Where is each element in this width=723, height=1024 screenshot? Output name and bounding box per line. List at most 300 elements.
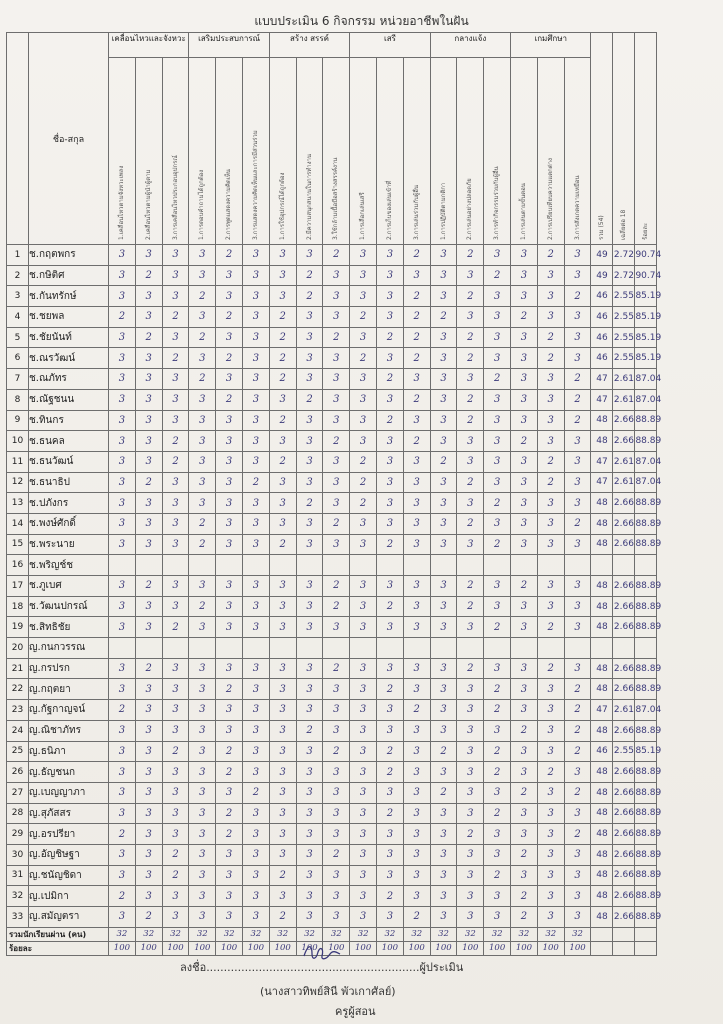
score-cell: 2 [189, 534, 216, 555]
score-cell: 2 [484, 762, 511, 783]
score-cell: 3 [216, 451, 243, 472]
score-cell: 2 [189, 327, 216, 348]
total-cell: 47 [591, 451, 613, 472]
score-cell: 2 [323, 327, 350, 348]
score-cell: 3 [269, 472, 296, 493]
score-cell: 3 [403, 782, 430, 803]
score-cell: 3 [537, 513, 564, 534]
score-cell: 3 [430, 617, 457, 638]
pass-count-cell: 32 [189, 927, 216, 941]
score-cell: 3 [457, 451, 484, 472]
average-cell: 2.66 [613, 865, 635, 886]
score-cell: 2 [216, 824, 243, 845]
empty-cell [635, 927, 657, 941]
score-cell: 3 [377, 907, 404, 928]
score-cell: 3 [216, 493, 243, 514]
score-cell: 3 [109, 658, 136, 679]
score-cell [377, 638, 404, 659]
score-cell: 3 [403, 679, 430, 700]
total-cell: 48 [591, 865, 613, 886]
table-row [7, 886, 657, 907]
score-cell: 3 [564, 245, 591, 266]
total-header [591, 33, 613, 245]
score-cell: 3 [269, 762, 296, 783]
pass-count-cell: 32 [403, 927, 430, 941]
activity-group-header: เกมศึกษา [511, 33, 591, 58]
percent-cell: 87.04 [635, 389, 657, 410]
score-cell: 3 [269, 679, 296, 700]
score-cell: 3 [189, 700, 216, 721]
empty-cell [591, 927, 613, 941]
row-number: 33 [7, 907, 29, 928]
row-number: 27 [7, 782, 29, 803]
pass-count-cell: 32 [430, 927, 457, 941]
score-cell: 3 [162, 907, 189, 928]
score-cell: 3 [537, 700, 564, 721]
table-row [7, 431, 657, 452]
total-cell: 48 [591, 493, 613, 514]
score-cell: 3 [350, 658, 377, 679]
signer-role: ครูผู้สอน [335, 1005, 376, 1018]
score-cell: 3 [216, 658, 243, 679]
score-cell: 3 [511, 513, 538, 534]
score-cell: 3 [296, 700, 323, 721]
percent-cell: 85.19 [635, 286, 657, 307]
score-cell: 2 [189, 513, 216, 534]
score-cell: 3 [135, 596, 162, 617]
row-number: 14 [7, 513, 29, 534]
score-cell: 3 [243, 679, 270, 700]
score-cell: 2 [511, 844, 538, 865]
score-cell [564, 638, 591, 659]
score-cell: 3 [189, 907, 216, 928]
score-cell: 3 [216, 472, 243, 493]
score-cell: 3 [109, 286, 136, 307]
average-cell: 2.66 [613, 824, 635, 845]
score-cell: 2 [323, 658, 350, 679]
table-row [7, 824, 657, 845]
score-cell: 2 [537, 658, 564, 679]
score-cell: 3 [350, 679, 377, 700]
score-cell: 2 [511, 782, 538, 803]
percent-value-cell: 100 [269, 941, 296, 955]
score-cell: 2 [403, 307, 430, 328]
average-header-label: เฉลี่ยต่อ 18 [619, 209, 627, 240]
score-cell: 3 [457, 493, 484, 514]
pass-count-cell: 32 [296, 927, 323, 941]
percent-value-cell: 100 [430, 941, 457, 955]
average-cell: 2.61 [613, 369, 635, 390]
score-cell [350, 555, 377, 576]
score-cell: 3 [189, 348, 216, 369]
score-cell: 3 [243, 700, 270, 721]
score-cell: 2 [564, 679, 591, 700]
score-cell: 3 [484, 658, 511, 679]
score-cell: 2 [403, 700, 430, 721]
criterion-label: 2.มีความสนุกสนานในการทำงาน [305, 154, 313, 240]
score-cell: 3 [511, 700, 538, 721]
header-group-row [7, 33, 657, 58]
score-cell: 3 [189, 410, 216, 431]
total-cell: 48 [591, 431, 613, 452]
row-number: 8 [7, 389, 29, 410]
student-name: ช.ณภัทร [29, 369, 109, 390]
row-number: 18 [7, 596, 29, 617]
score-cell: 2 [350, 493, 377, 514]
score-cell: 3 [350, 720, 377, 741]
score-cell: 2 [403, 348, 430, 369]
score-cell: 2 [323, 513, 350, 534]
student-name: ช.ภูเบศ [29, 576, 109, 597]
score-cell: 2 [377, 762, 404, 783]
score-cell: 3 [350, 576, 377, 597]
table-row [7, 576, 657, 597]
score-cell: 3 [109, 907, 136, 928]
score-cell: 3 [216, 431, 243, 452]
average-cell: 2.72 [613, 245, 635, 266]
score-cell: 3 [564, 658, 591, 679]
score-cell: 3 [216, 700, 243, 721]
row-number: 10 [7, 431, 29, 452]
score-cell: 3 [511, 245, 538, 266]
percent-cell [635, 555, 657, 576]
score-cell: 3 [189, 720, 216, 741]
score-cell: 3 [135, 741, 162, 762]
score-cell: 2 [162, 844, 189, 865]
score-cell: 3 [296, 907, 323, 928]
total-cell: 46 [591, 348, 613, 369]
score-cell: 2 [216, 803, 243, 824]
student-name: ญ.สมัญตรา [29, 907, 109, 928]
score-cell: 3 [457, 679, 484, 700]
average-cell [613, 555, 635, 576]
score-cell: 3 [109, 596, 136, 617]
student-name: ช.พริญช์ช [29, 555, 109, 576]
percent-cell: 88.89 [635, 658, 657, 679]
percent-value-cell: 100 [109, 941, 136, 955]
score-cell: 2 [377, 596, 404, 617]
score-cell: 3 [243, 493, 270, 514]
score-cell: 3 [350, 865, 377, 886]
score-cell: 3 [323, 286, 350, 307]
percent-value-cell: 100 [484, 941, 511, 955]
score-cell: 2 [564, 513, 591, 534]
score-cell: 3 [430, 431, 457, 452]
score-cell: 3 [350, 700, 377, 721]
student-name: ช.ปภังกร [29, 493, 109, 514]
percent-cell: 88.89 [635, 596, 657, 617]
score-cell: 3 [323, 679, 350, 700]
score-cell: 3 [162, 245, 189, 266]
score-cell: 3 [162, 782, 189, 803]
score-cell [296, 638, 323, 659]
score-cell: 3 [457, 265, 484, 286]
score-cell: 2 [484, 700, 511, 721]
score-cell [189, 555, 216, 576]
activity-group-header: เคลื่อนไหวและจังหวะ [109, 33, 189, 58]
score-cell: 2 [269, 451, 296, 472]
student-name: ญ.กรปรก [29, 658, 109, 679]
score-cell: 2 [403, 327, 430, 348]
score-cell: 3 [189, 782, 216, 803]
table-row [7, 472, 657, 493]
score-cell: 3 [511, 265, 538, 286]
row-number: 1 [7, 245, 29, 266]
student-name: ช.ชยพล [29, 307, 109, 328]
score-cell: 3 [537, 720, 564, 741]
score-cell: 3 [109, 369, 136, 390]
score-cell: 2 [135, 265, 162, 286]
percent-cell: 88.89 [635, 513, 657, 534]
student-name: ญ.สุภัสสร [29, 803, 109, 824]
total-cell: 48 [591, 679, 613, 700]
percent-cell: 88.89 [635, 803, 657, 824]
percent-cell: 85.19 [635, 741, 657, 762]
criterion-header [377, 58, 404, 245]
score-cell: 3 [323, 389, 350, 410]
average-cell: 2.66 [613, 513, 635, 534]
row-number: 13 [7, 493, 29, 514]
score-cell: 3 [457, 844, 484, 865]
total-cell: 48 [591, 824, 613, 845]
percent-cell: 88.89 [635, 576, 657, 597]
score-cell: 3 [377, 617, 404, 638]
score-cell: 3 [135, 410, 162, 431]
criterion-label: 1.เคลื่อนไหวตามจังหวะเพลง [117, 165, 125, 240]
score-cell [135, 555, 162, 576]
score-cell: 2 [377, 327, 404, 348]
score-cell: 3 [323, 720, 350, 741]
percent-cell: 88.89 [635, 886, 657, 907]
score-cell: 3 [135, 782, 162, 803]
student-name: ช.ทินกร [29, 410, 109, 431]
score-cell: 3 [269, 596, 296, 617]
table-row [7, 555, 657, 576]
score-cell: 3 [350, 762, 377, 783]
score-cell: 2 [484, 617, 511, 638]
score-cell: 3 [323, 265, 350, 286]
score-cell: 2 [109, 886, 136, 907]
score-cell: 3 [109, 534, 136, 555]
score-cell: 2 [135, 907, 162, 928]
score-cell: 3 [162, 762, 189, 783]
score-cell: 3 [243, 865, 270, 886]
score-cell: 3 [189, 844, 216, 865]
score-cell: 3 [537, 286, 564, 307]
percent-value-cell: 100 [162, 941, 189, 955]
score-cell: 3 [296, 327, 323, 348]
student-name: ช.ณรวัฒน์ [29, 348, 109, 369]
score-cell: 3 [243, 348, 270, 369]
score-cell: 3 [350, 513, 377, 534]
score-cell: 3 [430, 824, 457, 845]
score-cell: 2 [484, 741, 511, 762]
score-cell: 3 [189, 389, 216, 410]
score-cell: 3 [350, 617, 377, 638]
score-cell: 3 [109, 617, 136, 638]
score-cell: 3 [296, 472, 323, 493]
score-cell [109, 555, 136, 576]
average-cell: 2.66 [613, 431, 635, 452]
score-cell: 3 [430, 348, 457, 369]
criterion-label: 2.การเปรียบเทียบความแตกต่าง [546, 158, 554, 240]
score-cell: 2 [403, 431, 430, 452]
student-name: ช.พงษ์ศักดิ์ [29, 513, 109, 534]
score-cell: 3 [484, 596, 511, 617]
score-cell: 2 [564, 389, 591, 410]
score-cell: 3 [296, 369, 323, 390]
score-cell: 3 [216, 286, 243, 307]
percent-value-cell: 100 [189, 941, 216, 955]
table-row [7, 803, 657, 824]
score-cell: 2 [537, 762, 564, 783]
score-cell: 2 [564, 741, 591, 762]
score-cell: 3 [296, 307, 323, 328]
criterion-header [430, 58, 457, 245]
score-cell: 3 [323, 369, 350, 390]
total-cell: 48 [591, 844, 613, 865]
score-cell: 3 [216, 907, 243, 928]
table-row [7, 617, 657, 638]
score-cell: 3 [269, 576, 296, 597]
score-cell: 3 [243, 389, 270, 410]
score-cell [243, 555, 270, 576]
score-cell: 3 [350, 534, 377, 555]
empty-cell [635, 941, 657, 955]
percent-value-cell: 100 [216, 941, 243, 955]
score-cell: 3 [457, 762, 484, 783]
score-cell: 3 [430, 658, 457, 679]
score-cell: 3 [564, 348, 591, 369]
score-cell: 2 [350, 348, 377, 369]
score-cell: 3 [189, 865, 216, 886]
score-cell: 2 [162, 617, 189, 638]
score-cell: 3 [430, 844, 457, 865]
score-cell: 3 [296, 658, 323, 679]
score-cell: 3 [511, 451, 538, 472]
score-cell: 2 [377, 369, 404, 390]
criterion-label: 1.การใช้อุปกรณ์ได้ถูกต้อง [278, 172, 286, 240]
score-cell: 2 [511, 307, 538, 328]
score-cell: 3 [216, 865, 243, 886]
score-cell: 3 [269, 617, 296, 638]
score-cell: 3 [269, 265, 296, 286]
score-cell: 3 [135, 865, 162, 886]
table-row [7, 369, 657, 390]
score-cell: 3 [162, 369, 189, 390]
student-name: ญ.ธัญชนก [29, 762, 109, 783]
score-cell: 2 [511, 720, 538, 741]
score-cell: 3 [537, 886, 564, 907]
score-cell: 3 [243, 617, 270, 638]
score-cell: 3 [484, 824, 511, 845]
score-cell: 3 [511, 348, 538, 369]
score-cell: 3 [269, 782, 296, 803]
score-cell: 3 [377, 576, 404, 597]
score-cell: 3 [189, 472, 216, 493]
score-cell: 3 [457, 369, 484, 390]
total-cell: 47 [591, 369, 613, 390]
name-header: ชื่อ-สกุล [29, 33, 109, 245]
score-cell: 3 [430, 762, 457, 783]
criterion-label: 1.การปฏิบัติตามกติกา [439, 182, 447, 240]
score-cell: 3 [564, 803, 591, 824]
score-cell: 3 [457, 431, 484, 452]
score-cell: 3 [377, 493, 404, 514]
score-cell: 3 [243, 824, 270, 845]
percent-cell: 85.19 [635, 327, 657, 348]
score-cell: 3 [430, 803, 457, 824]
score-cell: 3 [484, 451, 511, 472]
total-cell [591, 555, 613, 576]
criterion-label: 3.การแสดงความคิดเห็นและการมีส่วนร่วม [251, 130, 259, 240]
score-cell: 3 [162, 658, 189, 679]
score-cell: 3 [484, 576, 511, 597]
score-cell: 3 [323, 700, 350, 721]
table-row [7, 782, 657, 803]
student-name: ญ.เบญญาภา [29, 782, 109, 803]
score-cell [564, 555, 591, 576]
score-cell [403, 555, 430, 576]
total-cell: 48 [591, 886, 613, 907]
percent-cell: 88.89 [635, 844, 657, 865]
percent-cell: 88.89 [635, 907, 657, 928]
percent-cell [635, 638, 657, 659]
average-cell: 2.66 [613, 658, 635, 679]
total-cell: 47 [591, 700, 613, 721]
row-number: 31 [7, 865, 29, 886]
percent-cell: 88.89 [635, 617, 657, 638]
pass-count-cell: 32 [564, 927, 591, 941]
score-cell: 3 [511, 389, 538, 410]
criterion-header [189, 58, 216, 245]
score-cell: 3 [403, 576, 430, 597]
score-cell: 3 [430, 576, 457, 597]
score-cell: 3 [537, 844, 564, 865]
score-cell: 3 [457, 720, 484, 741]
score-cell: 2 [564, 824, 591, 845]
score-cell: 3 [189, 679, 216, 700]
number-header [7, 33, 29, 245]
score-cell: 3 [564, 865, 591, 886]
score-cell: 3 [243, 907, 270, 928]
student-name: ช.พระนาย [29, 534, 109, 555]
score-cell: 3 [323, 782, 350, 803]
score-cell: 3 [323, 803, 350, 824]
table-row [7, 389, 657, 410]
pass-count-cell: 32 [109, 927, 136, 941]
score-cell: 2 [457, 824, 484, 845]
row-number: 29 [7, 824, 29, 845]
score-cell [403, 638, 430, 659]
row-number: 7 [7, 369, 29, 390]
score-cell: 3 [350, 245, 377, 266]
score-cell: 2 [430, 307, 457, 328]
pass-count-cell: 32 [135, 927, 162, 941]
row-number: 30 [7, 844, 29, 865]
score-cell: 3 [430, 389, 457, 410]
percent-header [635, 33, 657, 245]
pass-count-cell: 32 [457, 927, 484, 941]
score-cell: 2 [323, 431, 350, 452]
score-cell: 3 [457, 782, 484, 803]
row-number: 28 [7, 803, 29, 824]
score-cell: 3 [109, 513, 136, 534]
score-cell: 3 [511, 472, 538, 493]
empty-cell [591, 941, 613, 955]
score-cell: 3 [564, 762, 591, 783]
score-cell: 3 [269, 824, 296, 845]
